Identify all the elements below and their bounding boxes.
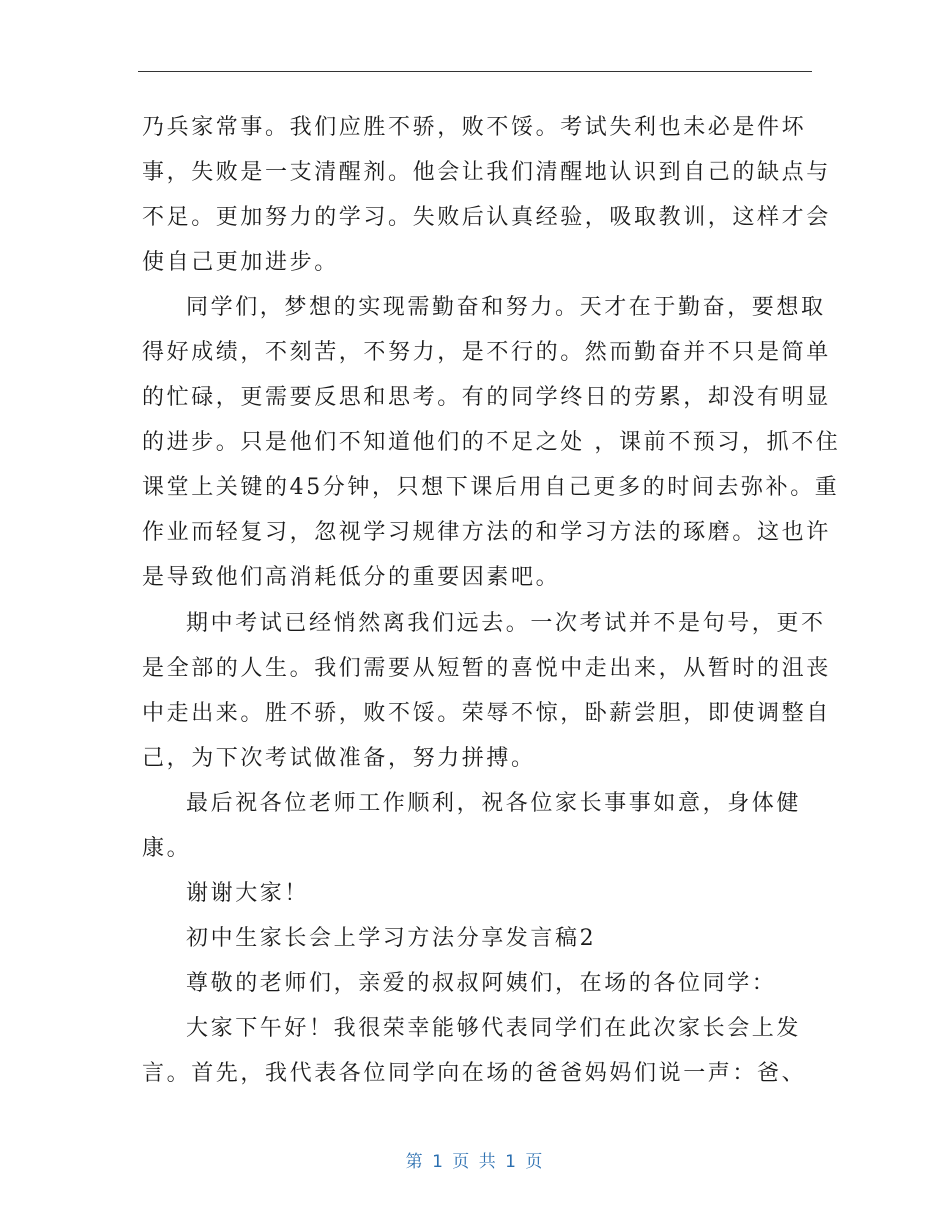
paragraph-first-line: 同学们，梦想的实现需勤奋和努力。天才在于勤奋，要想取 bbox=[186, 295, 826, 320]
footer-total-pages: 1 bbox=[505, 1152, 518, 1172]
footer-prefix: 第 bbox=[405, 1152, 425, 1172]
paragraph-first-line: 大家下午好！我很荣幸能够代表同学们在此次家长会上发 bbox=[186, 1016, 802, 1041]
text-line: 不足。更加努力的学习。失败后认真经验，吸取教训，这样才会 bbox=[142, 205, 831, 230]
text-line: 的进步。只是他们不知道他们的不足之处 ，课前不预习，抓不住 bbox=[142, 430, 841, 455]
footer-mid: 页 共 bbox=[452, 1152, 498, 1172]
text-line: 乃兵家常事。我们应胜不骄，败不馁。考试失利也未必是件坏 bbox=[142, 115, 807, 140]
text-line: 得好成绩，不刻苦，不努力，是不行的。然而勤奋并不只是简单 bbox=[142, 340, 831, 365]
paragraph-first-line: 谢谢大家！ bbox=[186, 881, 310, 906]
text-line: 作业而轻复习，忽视学习规律方法的和学习方法的琢磨。这也许 bbox=[142, 520, 831, 545]
paragraph-first-line: 期中考试已经悄然离我们远去。一次考试并不是句号，更不 bbox=[186, 611, 826, 636]
text-line: 是全部的人生。我们需要从短暂的喜悦中走出来，从暂时的沮丧 bbox=[142, 656, 831, 681]
text-line: 康。 bbox=[142, 836, 192, 861]
paragraph-first-line: 最后祝各位老师工作顺利，祝各位家长事事如意，身体健 bbox=[186, 791, 802, 816]
text-line: 的忙碌，更需要反思和思考。有的同学终日的劳累，却没有明显 bbox=[142, 385, 831, 410]
section-title: 初中生家长会上学习方法分享发言稿2 bbox=[186, 926, 597, 951]
footer-suffix: 页 bbox=[525, 1152, 545, 1172]
text-line: 言。首先，我代表各位同学向在场的爸爸妈妈们说一声：爸、 bbox=[142, 1061, 807, 1086]
footer-page-number: 1 bbox=[432, 1152, 445, 1172]
text-line: 是导致他们高消耗低分的重要因素吧。 bbox=[142, 565, 561, 590]
text-line: 使自己更加进步。 bbox=[142, 250, 339, 275]
page-footer bbox=[0, 1150, 950, 1174]
text-line: 己，为下次考试做准备，努力拼搏。 bbox=[142, 746, 536, 771]
text-line: 事，失败是一支清醒剂。他会让我们清醒地认识到自己的缺点与 bbox=[142, 160, 831, 185]
text-line: 中走出来。胜不骄，败不馁。荣辱不惊，卧薪尝胆，即使调整自 bbox=[142, 701, 831, 726]
salutation: 尊敬的老师们，亲爱的叔叔阿姨们，在场的各位同学： bbox=[186, 971, 777, 996]
text-line: 课堂上关键的45分钟，只想下课后用自己更多的时间去弥补。重 bbox=[142, 475, 840, 500]
header-rule bbox=[138, 71, 812, 72]
